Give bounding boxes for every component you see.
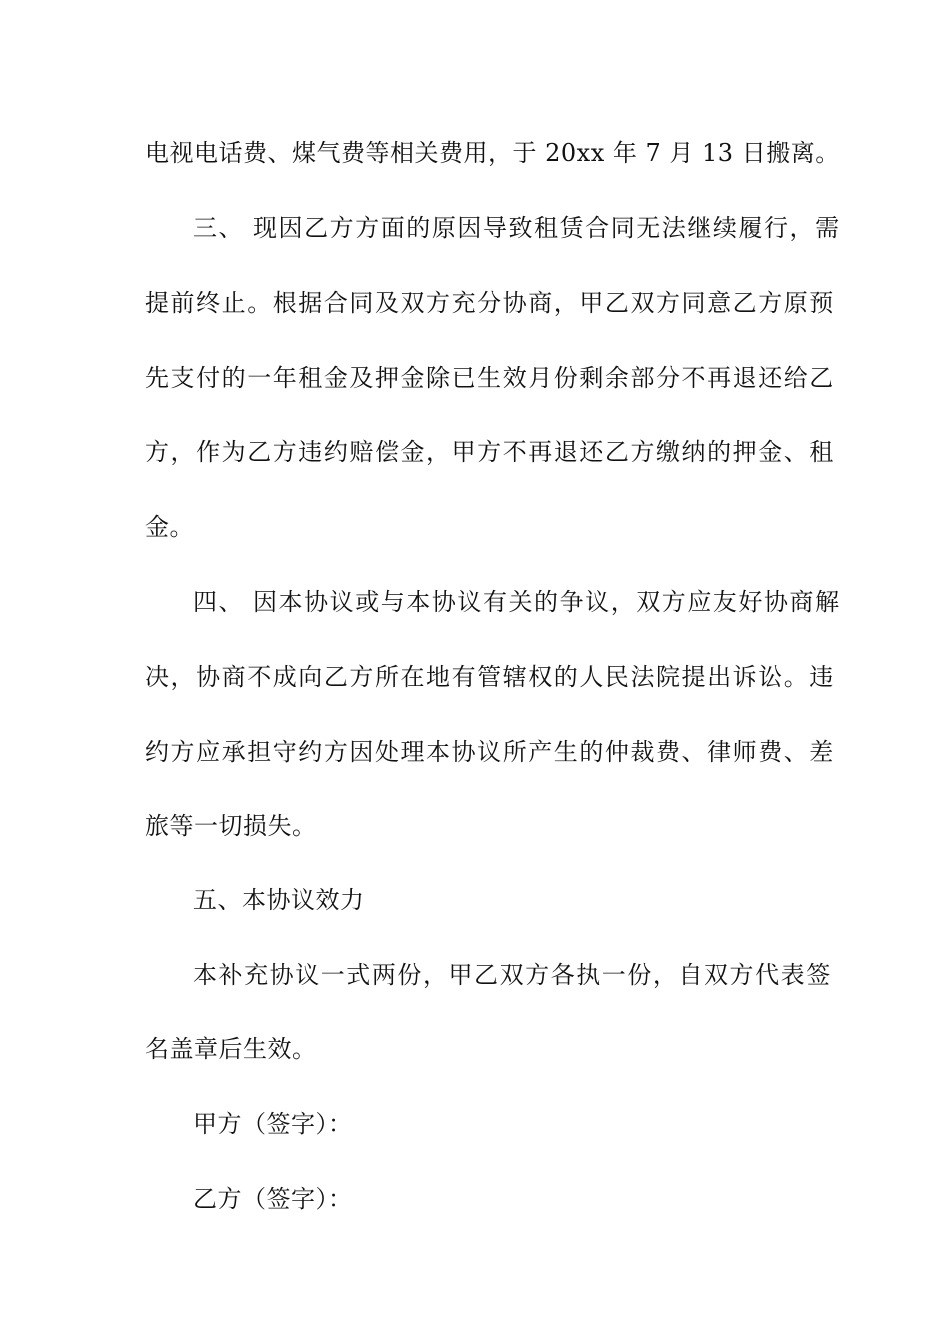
clause-number: 三、 xyxy=(193,214,245,242)
text-line: 金。 xyxy=(145,513,194,541)
clause-four-first-line xyxy=(193,586,841,618)
text-line: 先支付的一年租金及押金除已生效月份剩余部分不再退还给乙 xyxy=(145,364,835,392)
paragraph-line xyxy=(145,1033,317,1065)
text-line: 现因乙方方面的原因导致租赁合同无法继续履行，需 xyxy=(253,214,841,242)
paragraph-line xyxy=(145,511,194,543)
clause-number: 四、 xyxy=(193,588,245,616)
paragraph-line xyxy=(145,810,317,842)
section-heading xyxy=(193,884,365,916)
text-line: 因本协议或与本协议有关的争议，双方应友好协商解 xyxy=(253,588,841,616)
text-line: 电视电话费、煤气费等相关费用，于 20xx 年 7 月 13 日搬离。 xyxy=(145,139,840,167)
signature-label: 甲方（签字）： xyxy=(193,1110,353,1138)
paragraph-line xyxy=(145,661,835,693)
paragraph-line xyxy=(145,362,835,394)
signature-party-b xyxy=(193,1183,353,1215)
clause-three-first-line xyxy=(193,212,841,244)
text-line: 决，协商不成向乙方所在地有管辖权的人民法院提出诉讼。违 xyxy=(145,663,835,691)
text-line: 方，作为乙方违约赔偿金，甲方不再退还乙方缴纳的押金、租 xyxy=(145,438,835,466)
text-line: 本补充协议一式两份，甲乙双方各执一份，自双方代表签 xyxy=(193,961,832,989)
paragraph-line xyxy=(145,736,835,768)
paragraph-line xyxy=(193,959,832,991)
text-line: 旅等一切损失。 xyxy=(145,812,317,840)
text-line: 五、本协议效力 xyxy=(193,886,365,914)
text-line: 名盖章后生效。 xyxy=(145,1035,317,1063)
paragraph-line xyxy=(145,436,835,468)
text-line: 约方应承担守约方因处理本协议所产生的仲裁费、律师费、差 xyxy=(145,738,835,766)
text-line: 提前终止。根据合同及双方充分协商，甲乙双方同意乙方原预 xyxy=(145,289,835,317)
signature-label: 乙方（签字）： xyxy=(193,1185,353,1213)
paragraph-line xyxy=(145,287,835,319)
signature-party-a xyxy=(193,1108,353,1140)
paragraph-line xyxy=(145,137,840,169)
